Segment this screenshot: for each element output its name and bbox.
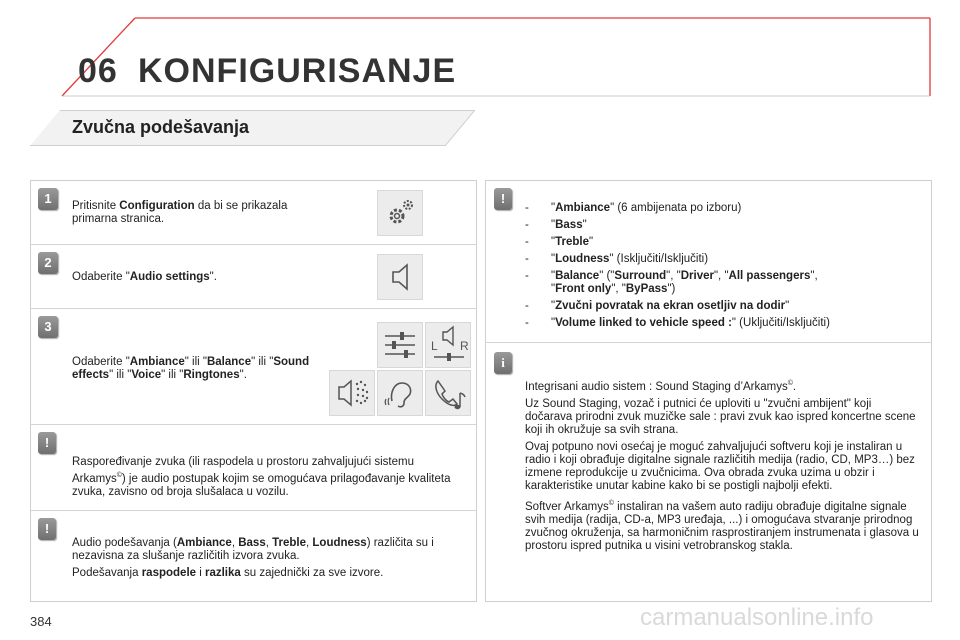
note-2-badge: ! bbox=[38, 518, 56, 540]
watermark: carmanualsonline.info bbox=[640, 604, 874, 631]
step-3-text: Odaberite "Ambiance" ili "Balance" ili "Sound effects" ili "Voice" ili "Ringtones". bbox=[72, 356, 310, 381]
step-3-badge: 3 bbox=[38, 316, 58, 338]
note-2-text: Audio podešavanja (Ambiance, Bass, Treble, Loudness) različita su i nezavisna za slušanje različitih izvora zvuka. Podešavanja raspodele i razlika su zajednički za sve izvore. bbox=[72, 537, 434, 579]
list-item: - "Balance" ("Surround", "Driver", "All passengers", "Front only", "ByPass") bbox=[525, 270, 818, 295]
ambiance-icon[interactable] bbox=[377, 322, 423, 368]
section-title: Zvučna podešavanja bbox=[72, 117, 250, 137]
list-item: - "Treble" bbox=[525, 236, 594, 248]
ringtones-icon[interactable] bbox=[425, 370, 471, 416]
note-1-badge: ! bbox=[38, 432, 56, 454]
chapter-number: 06 bbox=[78, 52, 118, 90]
list-item: - "Volume linked to vehicle speed :" (Uključiti/Isključiti) bbox=[525, 317, 830, 329]
audio-settings-label: Audio settings bbox=[129, 271, 210, 283]
audio-options-list bbox=[525, 202, 920, 334]
step-1-text: Pritisnite Configuration da bi se prikazala primarna stranica. bbox=[72, 200, 288, 225]
chapter-title: KONFIGURISANJE bbox=[138, 52, 457, 90]
row-divider bbox=[485, 342, 932, 343]
sound-effects-icon[interactable] bbox=[329, 370, 375, 416]
step-2-badge: 2 bbox=[38, 252, 58, 274]
note-1-text: Raspoređivanje zvuka (ili raspodela u prostoru zahvaljujući sistemu Arkamys©) je audio postupak kojim se omogućava prilagođavanje kvaliteta zvuka, zavisno od broja slušalaca u vozilu. bbox=[72, 456, 451, 498]
row-divider bbox=[30, 510, 477, 511]
info-text: Integrisani audio sistem : Sound Staging d’Arkamys©. Uz Sound Staging, vozač i putnici će uploviti u "zvučni ambijent" koji dočarava prirodni zvuk muzičke sale : pravi zvuk kao ispred koncertne scene koji ih okružuje sa svih strana. Ovaj potpuno novi osećaj je moguć zahvaljujući softveru koji je instaliran u radio i koji obrađuje digitalne signale različitih medija (radio, CD, MP3…) bez izmene reprodukcije u zvučnicima. Ova obrada zvuka uzima u obzir i karakteristike unutar kabine kako bi se postigli najbolji efekti. Softver Arkamys© instaliran na vašem auto radiju obrađuje digitalne signale svih medija (radija, CD-a, MP3 uređaja, ...) i omogućava stvaranje prirodnog zvučnog okruženja, sa harmoničnim rasprostiranjem instrumenata i glasova u prostoru ispred putnika u visini vetrobranskog stakla. bbox=[525, 380, 919, 552]
row-divider bbox=[30, 244, 477, 245]
step-2-text: Odaberite "Audio settings". bbox=[72, 271, 217, 283]
step-1-badge: 1 bbox=[38, 188, 58, 210]
balance-icon[interactable] bbox=[425, 322, 471, 368]
voice-icon[interactable] bbox=[377, 370, 423, 416]
row-divider bbox=[30, 424, 477, 425]
audio-settings-icon[interactable] bbox=[377, 254, 423, 300]
page-number: 384 bbox=[30, 614, 52, 629]
balance-left-label: L bbox=[431, 339, 438, 353]
row-divider bbox=[30, 308, 477, 309]
configuration-label: Configuration bbox=[119, 200, 195, 212]
list-item: - "Ambiance" (6 ambijenata po izboru) bbox=[525, 202, 742, 214]
balance-right-label: R bbox=[460, 339, 469, 353]
list-item: - "Zvučni povratak na ekran osetljiv na dodir" bbox=[525, 300, 790, 312]
right-list-badge: ! bbox=[494, 188, 512, 210]
configuration-icon[interactable] bbox=[377, 190, 423, 236]
list-item: - "Loudness" (Isključiti/Isključiti) bbox=[525, 253, 709, 265]
info-badge: i bbox=[494, 352, 512, 374]
list-item: - "Bass" bbox=[525, 219, 587, 231]
